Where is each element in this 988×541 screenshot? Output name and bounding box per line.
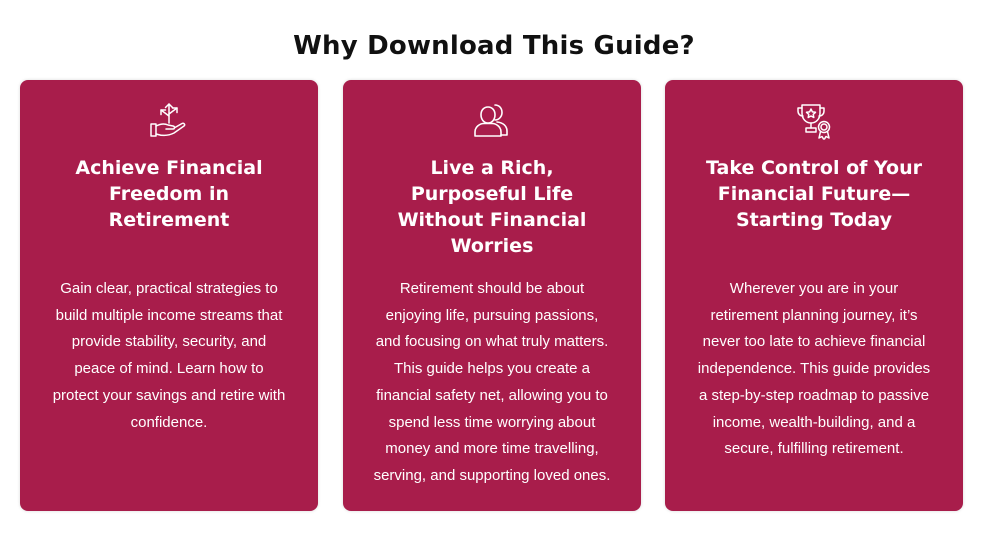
hand-with-arrows-icon bbox=[147, 98, 191, 142]
card-description: Wherever you are in your retirement planning journey, it’s never too late to achieve financial independence. This guide provides a step-by-step roadmap to passive income, wealth-building, and a secure, fulfilling retirement. bbox=[697, 280, 931, 458]
people-icon bbox=[470, 98, 514, 142]
feature-card-purposeful-life bbox=[343, 80, 641, 511]
feature-card-financial-future bbox=[665, 80, 963, 511]
card-title: Live a Rich, Purposeful Life Without Financial Worries bbox=[397, 157, 587, 257]
card-title: Take Control of Your Financial Future—Starting Today bbox=[705, 157, 922, 231]
card-description: Gain clear, practical strategies to build multiple income streams that provide stability, security, and peace of mind. Learn how to protect your savings and retire with confidence. bbox=[52, 280, 286, 431]
feature-card-financial-freedom bbox=[20, 80, 318, 511]
card-title: Achieve Financial Freedom in Retirement bbox=[75, 157, 263, 231]
trophy-award-icon bbox=[792, 98, 836, 142]
card-description: Retirement should be about enjoying life, pursuing passions, and focusing on what truly matters. This guide helps you create a financial safety net, allowing you to spend less time worrying about money and more time travelling, serving, and supporting loved ones. bbox=[373, 280, 611, 484]
section-title: Why Download This Guide? bbox=[293, 31, 695, 62]
